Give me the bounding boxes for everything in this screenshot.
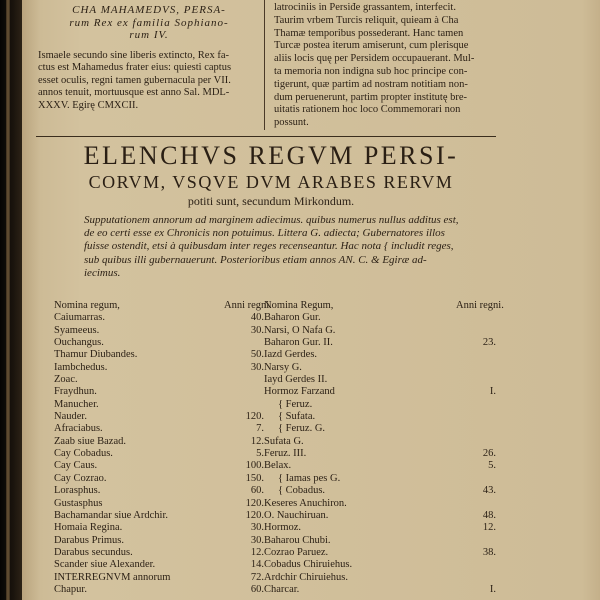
list-item [264,312,496,324]
list-header [54,300,272,312]
reign-years: 30. [250,534,264,546]
reign-years [456,374,496,386]
reign-years: 72. [250,571,264,583]
intro-paragraph [84,214,496,280]
page-title-line2: CORVM, VSQVE DVM ARABES RERVM [88,172,454,192]
binding-edge [0,0,22,600]
king-name: Zaab siue Bazad. [54,435,127,447]
header-name: Nomina regum, [54,300,120,311]
body-line: XXXV. Egirę CMXCII. [38,99,139,111]
reign-years: 48. [482,509,496,521]
reign-years: 60. [250,583,264,595]
section-body [38,50,260,113]
list-item [54,510,264,522]
king-name: Manucher. [54,398,99,410]
king-name: Feruz. III. [264,448,307,460]
reign-years: 30. [250,324,264,336]
body-line: latrociniis in Persiđe grassantem, interfecit. [274,2,456,13]
list-item [54,498,264,510]
list-item [54,448,264,460]
king-name: Baharou Chubi. [264,534,331,546]
page-title: ELENCHVS REGVM PERSI- [83,141,459,170]
list-item [54,559,264,571]
list-item [264,473,496,485]
left-kings-list [54,300,272,596]
king-name: Belax. [264,460,292,472]
list-item [54,399,264,411]
intro-line: sub quibus illi gubernauerunt. Posterioribus etiam annos AN. C. & Egiræ ad- [84,253,427,266]
body-line: Taurim vrbem Turcis reliquit, quieam à Cha [274,14,459,26]
reign-years [224,386,264,398]
king-name: Sufata G. [264,435,304,447]
body-line: tigerunt, quæ partim ad nostram notitiam non- [274,78,468,90]
intro-line: iecimus. [84,266,121,279]
king-name: Thamur Diubandes. [54,349,138,361]
body-line: dum peruenerunt, partim propter institutę bre- [274,91,468,103]
reign-years [456,325,496,337]
list-item [54,460,264,472]
list-item [264,448,496,460]
reign-years: 5. [256,448,264,460]
reign-years [224,337,264,349]
king-name: Iambchedus. [54,361,108,373]
reign-years: 60. [250,485,264,497]
list-item [264,498,496,510]
list-header [264,300,504,312]
list-item [264,349,496,361]
book-page [22,0,600,600]
reign-years [456,498,496,510]
list-item [264,584,496,596]
king-name: Baharon Gur. [264,312,321,324]
body-line: esset oculis, regni tamen gubernacula per VII. [38,74,231,86]
king-name: Cay Cozrao. [54,472,107,484]
king-name: Fraydhun. [54,386,97,398]
reign-years: 26. [482,448,496,460]
king-name: Zoac. [54,374,78,386]
king-name: Gustasphus [54,497,103,509]
body-line: ctus est Mahamedus frater eius: quiesti captus [38,62,232,73]
list-item [54,572,264,584]
list-item [264,485,496,497]
reign-years: 50. [250,349,264,361]
king-name: Homaia Regina. [54,522,123,534]
king-name: Narsi, O Nafa G. [264,324,336,336]
intro-line: fuisse ostendit, etsi à quibusdam inter reges recenseantur. Hac nota { includit reges, [84,240,454,253]
reign-years: I. [489,386,496,398]
list-item [264,411,496,423]
heading-line: rum Rex ex familia Sophiano- [69,16,229,29]
list-item [54,312,264,324]
king-name: Cay Caus. [54,460,98,472]
list-item [264,337,496,349]
king-name: Chapur. [54,583,87,595]
reign-years: 43. [482,485,496,497]
king-name: INTERREGNVM annorum [54,571,171,583]
list-item [264,374,496,386]
king-name: Charcar. [264,583,300,595]
list-item [264,460,496,472]
body-line: possunt. [274,117,309,129]
king-name: { Sufata. [278,411,316,423]
list-item [264,510,496,522]
reign-years: 12. [250,435,264,447]
list-item [264,535,496,547]
body-line: Ismaele secundo sine liberis extincto, Rex fa- [38,49,229,61]
intro-line: Supputationem annorum ad marginem adiecimus. quibus numerus nullus additus est, [84,214,459,226]
section-heading [38,4,260,42]
reign-years [456,559,496,571]
body-line: Thamæ temporibus possederant. Hanc tamen [274,27,464,39]
king-name: Hormoz. [264,522,302,534]
list-item [54,374,264,386]
king-name: Cay Cobadus. [54,448,113,460]
king-name: Ouchangus. [54,337,104,349]
king-name: Lorasphus. [54,485,101,497]
list-item [54,411,264,423]
body-line: ta memoria non indigna sub hoc principe con- [274,65,468,77]
list-item [264,386,496,398]
king-name: Iayd Gerdes II. [264,374,328,386]
king-name: { Iamas pes G. [278,472,341,484]
list-item [264,325,496,337]
reign-years: 30. [250,361,264,373]
king-name: Darabus Primus. [54,534,124,546]
king-name: Caiumarras. [54,312,106,324]
king-name: { Cobadus. [278,485,326,497]
list-item [54,386,264,398]
reign-years [456,362,496,374]
right-kings-list [264,300,504,596]
list-item [54,547,264,559]
list-item [264,522,496,534]
reign-years: 100. [245,460,264,472]
list-item [54,535,264,547]
reign-years: 30. [250,522,264,534]
binding-line [6,0,10,600]
list-item [264,362,496,374]
top-left-section [38,4,260,112]
king-name: Baharon Gur. II. [264,337,333,349]
reign-years [456,411,496,423]
reign-years: 38. [482,546,496,558]
reign-years [456,572,496,584]
king-name: Syameeus. [54,324,100,336]
reign-years: 120. [245,509,264,521]
page-subtitle: potiti sunt, secundum Mirkondum. [187,194,355,208]
reign-years [456,436,496,448]
king-name: Ardchir Chiruiehus. [264,571,348,583]
reign-years [224,374,264,386]
body-line: uitatis rationem hoc loco Commemorari non [274,104,461,116]
reign-years [456,312,496,324]
list-item [264,436,496,448]
king-name: Bachamandar siue Ardchir. [54,509,169,521]
reign-years [456,473,496,485]
body-line: Turcæ postea iterum amiserunt, cum plerisque [274,40,469,52]
list-item [264,547,496,559]
list-item [264,399,496,411]
list-item [54,436,264,448]
king-name: Cobadus Chiruiehus. [264,559,353,571]
reign-years [456,423,496,435]
body-line: aliis locis quę per Persidem occupauerant. Mul- [274,53,475,65]
reign-years: 23. [482,337,496,349]
list-item [54,522,264,534]
reign-years [456,399,496,411]
king-name: { Feruz. G. [278,423,326,435]
king-name: Keseres Anuchiron. [264,497,347,509]
list-item [54,584,264,596]
list-item [54,349,264,361]
reign-years [456,349,496,361]
king-name: Hormoz Farzand [264,386,335,398]
king-name: Narsy G. [264,361,302,373]
column-rule [264,0,265,130]
reign-years: 120. [245,497,264,509]
horizontal-rule [36,136,496,137]
list-item [54,362,264,374]
list-item [264,572,496,584]
king-name: Scander siue Alexander. [54,559,156,571]
heading-line: rum IV. [129,29,169,41]
reign-years: 120. [245,411,264,423]
header-name: Nomina Regum, [264,300,334,311]
king-name: Iazd Gerdes. [264,349,318,361]
reign-years: 7. [256,423,264,435]
header-years: Anni regni. [456,300,504,311]
top-right-section [274,2,492,130]
heading-line: CHA MAHAMEDVS, PERSA- [72,4,226,16]
king-name: Cozrao Paruez. [264,546,329,558]
list-item [264,559,496,571]
list-item [54,325,264,337]
king-name: Nauder. [54,411,87,423]
reign-years: 14. [250,559,264,571]
list-item [54,473,264,485]
list-item [54,337,264,349]
reign-years [224,399,264,411]
reign-years: 12. [482,522,496,534]
reign-years [456,535,496,547]
list-item [264,423,496,435]
king-name: { Feruz. [278,398,313,410]
intro-line: de eo certi esse ex Chronicis non potuimus. Littera G. adiecta; Gubernatores illos [84,227,445,240]
list-item [54,485,264,497]
reign-years: 150. [245,472,264,484]
list-item [54,423,264,435]
reign-years: I. [489,583,496,595]
king-name: Darabus secundus. [54,546,133,558]
reign-years: 5. [488,460,496,472]
reign-years: 12. [250,546,264,558]
reign-years: 40. [250,312,264,324]
header-years: Anni regni. [224,300,272,311]
king-name: O. Nauchiruan. [264,509,329,521]
king-name: Afraciabus. [54,423,103,435]
body-line: annos tenuit, mortuusque est anno Sal. MDL- [38,87,230,98]
